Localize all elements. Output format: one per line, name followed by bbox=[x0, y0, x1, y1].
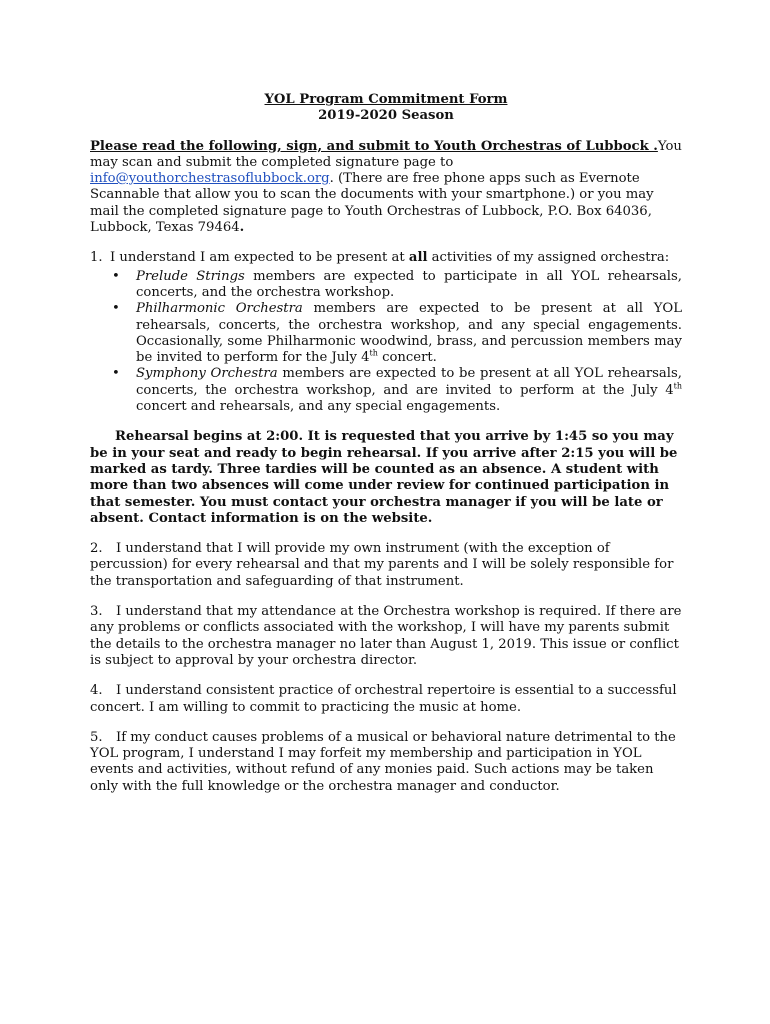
bullet-dot-icon: • bbox=[112, 268, 120, 284]
document-page bbox=[90, 92, 682, 795]
bullet-dot-icon: • bbox=[112, 366, 120, 382]
rehearsal-policy: Rehearsal begins at 2:00. It is requested that you arrive by 1:45 so you may be in your seat and ready to begin rehearsal. If you arrive after 2:15 you will be marked as tardy. Three tardies will be counted as an absence. A student with more than two absences will come under review for continued participation in that semester. You must contact your orchestra manager if you will be late or absent. Contact information is on the website. bbox=[90, 429, 678, 526]
form-title: YOL Program Commitment Form bbox=[264, 92, 508, 107]
item-text: I understand that my attendance at the Orchestra workshop is required. If there are any problems or conflicts associated with the workshop, I will have my parents submit the details to the orchestra manager no later than August 1, 2019. This issue or conflict is subject to approval by your orchestra director. bbox=[90, 604, 682, 668]
bullet-symphony-orchestra bbox=[112, 366, 682, 415]
bullet-text: members are expected to be present at all YOL rehearsals, concerts, the orchestra workshop, and any special engagements. Occasionally, some Philharmonic woodwind, brass, and percussion members may be invited to perform for the July 4 bbox=[136, 301, 682, 366]
item-5 bbox=[90, 730, 682, 795]
item-2 bbox=[90, 541, 682, 590]
item-1-text-before: I understand I am expected to be present at bbox=[110, 250, 409, 266]
item-1-text-after: activities of my assigned orchestra: bbox=[427, 250, 670, 266]
item-1-text bbox=[90, 250, 682, 266]
orchestra-bullet-list bbox=[90, 269, 682, 416]
intro-text-2: . (There are free phone apps such as Evernote Scannable that allow you to scan the documents with your smartphone.) or you may mail the completed signature page to Youth Orchestras of Lubbock, P.O. Box 64036, Lubbock, Texas 79464 bbox=[90, 171, 654, 236]
intro-bold-lead: Please read the following, sign, and submit to Youth Orchestras of Lubbock . bbox=[90, 138, 658, 154]
item-text: I understand that I will provide my own instrument (with the exception of percussion) for every rehearsal and that my parents and I will be solely responsible for the transportation and safeguarding of that instrument. bbox=[90, 541, 674, 589]
item-1 bbox=[90, 250, 682, 415]
orchestra-name: Symphony Orchestra bbox=[136, 366, 278, 382]
item-4 bbox=[90, 683, 682, 716]
item-1-number: 1. bbox=[90, 250, 103, 266]
item-number: 4. bbox=[90, 683, 103, 699]
bullet-philharmonic-orchestra bbox=[112, 301, 682, 366]
bullet-prelude-strings bbox=[112, 268, 682, 302]
bullet-dot-icon: • bbox=[112, 301, 120, 317]
orchestra-name: Prelude Strings bbox=[136, 268, 245, 284]
bullet-tail: concert and rehearsals, and any special engagements. bbox=[136, 399, 501, 415]
intro-text-1: You may scan and submit the completed signature page to bbox=[90, 138, 682, 170]
item-text: I understand consistent practice of orchestral repertoire is essential to a successful concert. I am willing to commit to practicing the music at home. bbox=[90, 683, 677, 715]
item-number: 5. bbox=[90, 729, 103, 745]
bullet-tail: concert. bbox=[377, 350, 437, 366]
item-3 bbox=[90, 604, 682, 669]
ordinal-suffix: th bbox=[369, 348, 378, 358]
intro-paragraph bbox=[90, 139, 682, 237]
item-number: 2. bbox=[90, 541, 103, 557]
orchestra-name: Philharmonic Orchestra bbox=[136, 301, 303, 317]
season-label: 2019-2020 Season bbox=[318, 108, 454, 124]
ordinal-suffix: th bbox=[673, 381, 682, 391]
intro-end-mark: . bbox=[239, 220, 245, 236]
email-link[interactable]: info@youthorchestrasoflubbock.org bbox=[90, 171, 330, 187]
bullet-text: members are expected to participate in all YOL rehearsals, concerts, and the orchestra workshop. bbox=[136, 268, 682, 300]
item-1-bold-word: all bbox=[408, 250, 428, 266]
item-number: 3. bbox=[90, 604, 103, 620]
bullet-text: members are expected to be present at all YOL rehearsals, concerts, the orchestra workshop, and are invited to perform at the July 4 bbox=[136, 366, 682, 398]
item-text: If my conduct causes problems of a musical or behavioral nature detrimental to the YOL program, I understand I may forfeit my membership and participation in YOL events and activities, without refund of any monies paid. Such actions may be taken only with the full knowledge or the orchestra manager and conductor. bbox=[90, 729, 676, 794]
